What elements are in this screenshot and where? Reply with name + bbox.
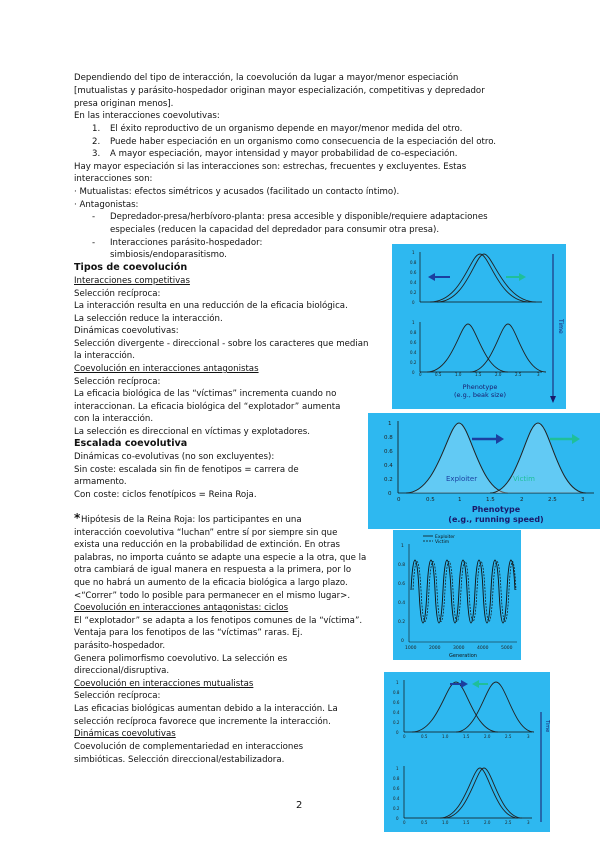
- y-tick-label: 0: [412, 300, 415, 305]
- list-number: 2.: [92, 137, 101, 147]
- x-tick-label: 2.0: [495, 372, 502, 377]
- x-tick-label: 0.5: [426, 497, 435, 503]
- arrow-left-icon: [428, 273, 435, 281]
- text-line: La selección reduce la interacción.: [74, 314, 223, 324]
- bottom-panel: [420, 322, 546, 372]
- intro-line: · Antagonistas:: [74, 200, 139, 210]
- text-line: Dinámicas co-evolutivas (no son excluyentes):: [74, 452, 275, 462]
- list-number: 1.: [92, 124, 101, 134]
- arrow-right-icon: [496, 434, 504, 444]
- y-tick-label: 0.2: [398, 620, 406, 625]
- text-line: selección recíproca favorece que incremente la interacción.: [74, 717, 331, 727]
- y-tick-label: 1: [396, 766, 399, 771]
- x-axis-sublabel: (e.g., running speed): [448, 515, 544, 524]
- x-tick-label: 0.5: [435, 372, 442, 377]
- y-tick-label: 0: [396, 816, 399, 821]
- y-tick-label: 0.6: [398, 582, 406, 587]
- text-line: La interacción resulta en una reducción de la eficacia biológica.: [74, 301, 348, 311]
- text-line: Dinámicas coevolutivas:: [74, 326, 179, 336]
- arrow-down-icon: [550, 396, 556, 403]
- figure-mutualistic: [384, 672, 550, 832]
- text-line: Selección recíproca:: [74, 691, 161, 701]
- y-tick-label: 0.6: [393, 786, 400, 791]
- x-tick-label: 3: [537, 372, 540, 377]
- list-item: simbiosis/endoparasitismo.: [110, 250, 227, 260]
- text-line: armamento.: [74, 477, 127, 487]
- x-tick-label: 3: [527, 734, 530, 739]
- list-item: especiales (reducen la capacidad del depredador para consumir otra presa).: [110, 225, 440, 235]
- text-line: palabras, no importa cuánto se adapte una especie a la otra, que la: [74, 553, 367, 563]
- text-line: El “explotador” se adapta a los fenotipos comunes de la “víctima”.: [74, 616, 363, 626]
- y-tick-label: 1: [396, 680, 399, 685]
- list-item: El éxito reproductivo de un organismo depende en mayor/menor medida del otro.: [110, 124, 463, 134]
- x-tick-label: 2.5: [515, 372, 522, 377]
- y-tick-label: 0.8: [410, 260, 417, 265]
- time-label: Time: [557, 319, 564, 334]
- y-tick-label: 0.8: [398, 563, 406, 568]
- y-tick-label: 0.4: [410, 350, 417, 355]
- list-item: Puede haber especiación en un organismo como consecuencia de la especiación del otro.: [110, 137, 497, 147]
- subheading: Coevolución en interacciones antagonistas: [74, 364, 259, 374]
- dash-bullet: -: [92, 238, 96, 248]
- top-panel: [404, 680, 534, 732]
- subheading: Dinámicas coevolutivas: [74, 729, 176, 739]
- text-line: parásito-hospedador.: [74, 641, 166, 651]
- y-tick-label: 0.2: [393, 720, 400, 725]
- list-item: A mayor especiación, mayor intensidad y mayor probabilidad de co-especiación.: [110, 149, 458, 159]
- y-tick-label: 0.4: [384, 463, 393, 469]
- x-tick-label: 2: [520, 497, 524, 503]
- intro-line: Hay mayor especiación si las interacciones son: estrechas, frecuentes y excluyentes. Estas: [74, 162, 467, 172]
- x-axis-sublabel: (e.g., beak size): [453, 391, 507, 399]
- time-label: Time: [544, 720, 550, 733]
- intro-line: Dependiendo del tipo de interacción, la coevolución da lugar a mayor/menor especiación: [74, 73, 459, 83]
- text-line: direccional/disruptiva.: [74, 666, 170, 676]
- x-tick-label: 2.5: [505, 734, 512, 739]
- section-heading: Escalada coevolutiva: [74, 438, 188, 449]
- list-number: 3.: [92, 149, 101, 159]
- y-tick-label: 1: [412, 250, 415, 255]
- y-tick-label: 0.4: [410, 280, 417, 285]
- list-item: Interacciones parásito-hospedador:: [110, 238, 263, 248]
- arrow-right-icon: [461, 680, 468, 688]
- y-tick-label: 0: [401, 639, 404, 644]
- text-line: que no habrá un aumento de la eficacia biológica a largo plazo.: [74, 578, 348, 588]
- text-line: Coevolución de complementariedad en interacciones: [74, 742, 304, 752]
- x-tick-label: 1.5: [463, 734, 470, 739]
- y-tick-label: 1: [401, 544, 404, 549]
- text-line: La selección es direccional en víctimas y explotadores.: [74, 427, 310, 437]
- x-axis-label: Phenotype: [471, 505, 521, 514]
- x-tick-label: 0.5: [421, 734, 428, 739]
- subheading: Coevolución en interacciones antagonistas: ciclos: [74, 603, 289, 613]
- page-number: 2: [296, 800, 303, 811]
- x-tick-label: 3: [527, 820, 530, 825]
- y-tick-label: 1: [412, 320, 415, 325]
- x-tick-label: 0: [403, 734, 406, 739]
- x-tick-label: 5000: [501, 646, 513, 651]
- text-line: otra cambiará de igual manera en respuesta a la primera, por lo: [74, 565, 352, 575]
- subheading: Coevolución en interacciones mutualistas: [74, 679, 254, 689]
- text-line: Selección recíproca:: [74, 377, 161, 387]
- figure-competitive: [392, 244, 566, 409]
- list-item: Depredador-presa/herbívoro-planta: presa accesible y disponible/requiere adaptaciones: [110, 212, 488, 222]
- text-line: Genera polimorfismo coevolutivo. La selección es: [74, 654, 288, 664]
- y-tick-label: 1: [388, 421, 392, 427]
- arrow-left-icon: [472, 680, 479, 688]
- text-line: exista una reducción en la probabilidad de extinción. En otras: [74, 540, 340, 550]
- y-tick-label: 0.2: [410, 290, 417, 295]
- y-tick-label: 0.8: [410, 330, 417, 335]
- x-tick-label: 2.5: [548, 497, 557, 503]
- arrow-right-icon: [572, 434, 580, 444]
- bottom-panel: [404, 766, 532, 818]
- intro-line: presa originan menos].: [74, 99, 174, 109]
- intro-line: · Mutualistas: efectos simétricos y acusados (facilitado un contacto íntimo).: [74, 187, 400, 197]
- subheading: Interacciones competitivas: [74, 276, 190, 286]
- y-tick-label: 0.6: [393, 700, 400, 705]
- text-line: interacción coevolutiva “luchan” entre sí por siempre sin que: [74, 528, 338, 538]
- x-axis-label: Phenotype: [462, 383, 498, 391]
- x-axis-label: Generation: [449, 653, 477, 659]
- text-line: <“Correr” todo lo posible para permanecer en el mismo lugar>.: [74, 591, 351, 601]
- y-tick-label: 0.4: [393, 710, 400, 715]
- asterisk: *: [74, 511, 81, 525]
- y-tick-label: 0.2: [410, 360, 417, 365]
- top-panel: [420, 252, 542, 302]
- x-tick-label: 1.5: [486, 497, 495, 503]
- intro-line: interacciones son:: [74, 174, 153, 184]
- x-tick-label: 2.5: [505, 820, 512, 825]
- legend-exploiter: Exploiter: [435, 535, 455, 540]
- text-line: Selección divergente - direccional - sobre los caracteres que median: [74, 339, 369, 349]
- x-tick-label: 1.5: [475, 372, 482, 377]
- x-tick-label: 0: [397, 497, 401, 503]
- x-tick-label: 2.0: [484, 734, 491, 739]
- text-line: Sin coste: escalada sin fin de fenotipos = carrera de: [74, 465, 299, 475]
- y-tick-label: 0.6: [410, 340, 417, 345]
- text-line: Con coste: ciclos fenotípicos = Reina Roja.: [74, 490, 257, 500]
- x-tick-label: 1: [458, 497, 462, 503]
- x-tick-label: 0.5: [421, 820, 428, 825]
- text-line: la interacción.: [74, 351, 135, 361]
- x-tick-label: 1000: [405, 646, 417, 651]
- x-tick-label: 1.0: [442, 820, 449, 825]
- arrow-right-icon: [519, 273, 526, 281]
- legend-victim: Victim: [435, 540, 450, 545]
- x-tick-label: 3000: [453, 646, 465, 651]
- intro-line: En las interacciones coevolutivas:: [74, 111, 220, 121]
- text-line: con la interacción.: [74, 414, 154, 424]
- y-tick-label: 0.8: [384, 435, 393, 441]
- text-line: interaccionan. La eficacia biológica del “explotador” aumenta: [74, 402, 341, 412]
- x-tick-label: 1.0: [455, 372, 462, 377]
- y-tick-label: 0.2: [393, 806, 400, 811]
- text-line: simbióticas. Selección direccional/estabilizadora.: [74, 755, 285, 765]
- x-tick-label: 1.5: [463, 820, 470, 825]
- legend-victim: Victim: [513, 475, 535, 483]
- y-tick-label: 0.8: [393, 776, 400, 781]
- x-tick-label: 2000: [429, 646, 441, 651]
- figure-cycles: [393, 530, 521, 660]
- text-line: Hipótesis de la Reina Roja: los participantes en una: [81, 515, 302, 525]
- y-tick-label: 0: [396, 730, 399, 735]
- x-tick-label: 1.0: [442, 734, 449, 739]
- x-tick-label: 0: [403, 820, 406, 825]
- figure-escalation: [368, 413, 600, 529]
- x-tick-label: 0: [419, 372, 422, 377]
- y-tick-label: 0.4: [398, 601, 406, 606]
- text-line: Las eficacias biológicas aumentan debido a la interacción. La: [74, 704, 338, 714]
- y-tick-label: 0.4: [393, 796, 400, 801]
- x-tick-label: 4000: [477, 646, 489, 651]
- y-tick-label: 0.6: [410, 270, 417, 275]
- y-tick-label: 0: [388, 491, 392, 497]
- y-tick-label: 0.6: [384, 449, 393, 455]
- legend-exploiter: Exploiter: [446, 475, 478, 483]
- y-tick-label: 0.8: [393, 690, 400, 695]
- text-line: Ventaja para los fenotipos de las “víctimas” raras. Ej.: [74, 628, 303, 638]
- intro-line: [mutualistas y parásito-hospedador originan mayor especialización, competitivas y depredador: [74, 86, 485, 96]
- x-tick-label: 2.0: [484, 820, 491, 825]
- dash-bullet: -: [92, 212, 96, 222]
- y-tick-label: 0: [412, 370, 415, 375]
- y-tick-label: 0.2: [384, 477, 393, 483]
- section-heading: Tipos de coevolución: [74, 262, 188, 273]
- text-line: Selección recíproca:: [74, 289, 161, 299]
- text-line: La eficacia biológica de las “víctimas” incrementa cuando no: [74, 389, 337, 399]
- x-tick-label: 3: [581, 497, 585, 503]
